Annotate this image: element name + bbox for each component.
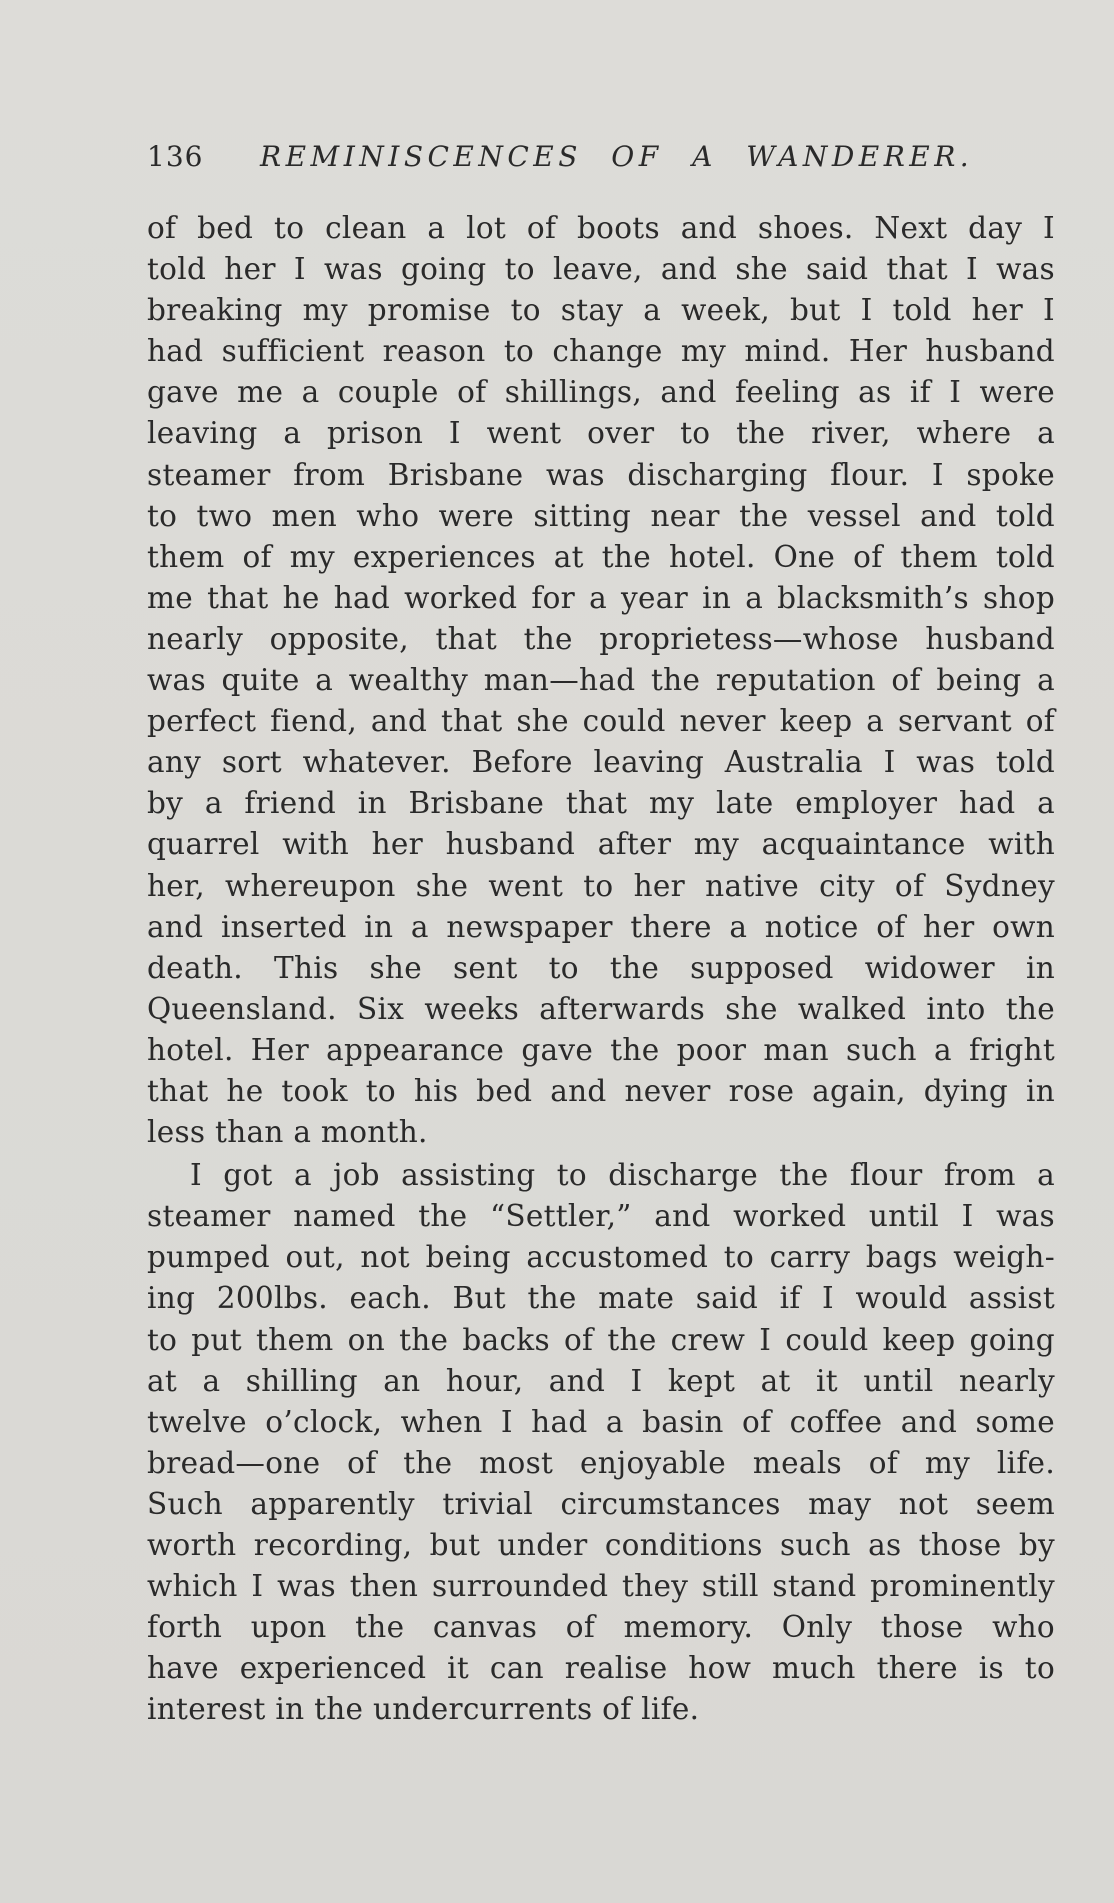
text-line: Queensland. Six weeks afterwards she walked into the — [147, 991, 1055, 1026]
text-line: nearly opposite, that the proprietess—whose husband — [147, 621, 1055, 656]
text-body — [147, 208, 1055, 1730]
page-number: 136 — [147, 140, 204, 173]
text-line: I got a job assisting to discharge the flour from a — [190, 1158, 1055, 1193]
text-line: quarrel with her husband after my acquaintance with — [147, 827, 1055, 862]
book-title: REMINISCENCES OF A WANDERER. — [260, 140, 974, 173]
text-line: to put them on the backs of the crew I could keep going — [147, 1322, 1055, 1357]
paragraph — [147, 1155, 1055, 1730]
text-line: leaving a prison I went over to the river, where a — [147, 416, 1055, 451]
text-line: them of my experiences at the hotel. One of them told — [147, 539, 1055, 574]
text-line: that he took to his bed and never rose again, dying in — [147, 1073, 1055, 1108]
text-line: have experienced it can realise how much there is to — [147, 1651, 1055, 1686]
text-line: ing 200lbs. each. But the mate said if I would assist — [147, 1281, 1055, 1316]
text-line: interest in the undercurrents of life. — [147, 1692, 700, 1727]
text-line: of bed to clean a lot of boots and shoes. Next day I — [147, 211, 1055, 245]
text-line: bread—one of the most enjoyable meals of my life. — [147, 1445, 1055, 1480]
paragraph — [147, 208, 1055, 1153]
text-line: death. This she sent to the supposed widower in — [147, 950, 1055, 985]
text-line: which I was then surrounded they still stand prominently — [147, 1569, 1055, 1604]
text-line: at a shilling an hour, and I kept at it until nearly — [147, 1363, 1055, 1398]
text-line: hotel. Her appearance gave the poor man such a fright — [147, 1032, 1055, 1067]
running-head — [147, 137, 974, 177]
text-line: steamer named the “Settler,” and worked until I was — [147, 1199, 1055, 1234]
text-line: less than a month. — [147, 1115, 428, 1150]
text-line: by a friend in Brisbane that my late employer had a — [147, 786, 1055, 821]
text-line: breaking my promise to stay a week, but I told her I — [147, 293, 1055, 328]
text-line: had sufficient reason to change my mind. Her husband — [147, 334, 1055, 369]
text-line: perfect fiend, and that she could never keep a servant of — [147, 704, 1055, 739]
text-line: told her I was going to leave, and she said that I was — [147, 252, 1055, 287]
text-line: me that he had worked for a year in a blacksmith’s shop — [147, 580, 1055, 615]
text-line: gave me a couple of shillings, and feeling as if I were — [147, 375, 1055, 410]
text-line: and inserted in a newspaper there a notice of her own — [147, 909, 1055, 944]
text-line: to two men who were sitting near the vessel and told — [147, 498, 1055, 533]
text-line: any sort whatever. Before leaving Australia I was told — [147, 745, 1055, 780]
text-line: was quite a wealthy man—had the reputation of being a — [147, 663, 1055, 698]
text-line: forth upon the canvas of memory. Only those who — [147, 1610, 1055, 1645]
text-line: worth recording, but under conditions such as those by — [147, 1528, 1055, 1562]
text-line: her, whereupon she went to her native city of Sydney — [147, 868, 1055, 903]
text-line: Such apparently trivial circumstances may not seem — [147, 1486, 1055, 1521]
text-line: steamer from Brisbane was discharging flour. I spoke — [147, 457, 1055, 492]
text-line: twelve o’clock, when I had a basin of coffee and some — [147, 1404, 1055, 1439]
text-line: pumped out, not being accustomed to carry bags weigh- — [147, 1240, 1055, 1275]
